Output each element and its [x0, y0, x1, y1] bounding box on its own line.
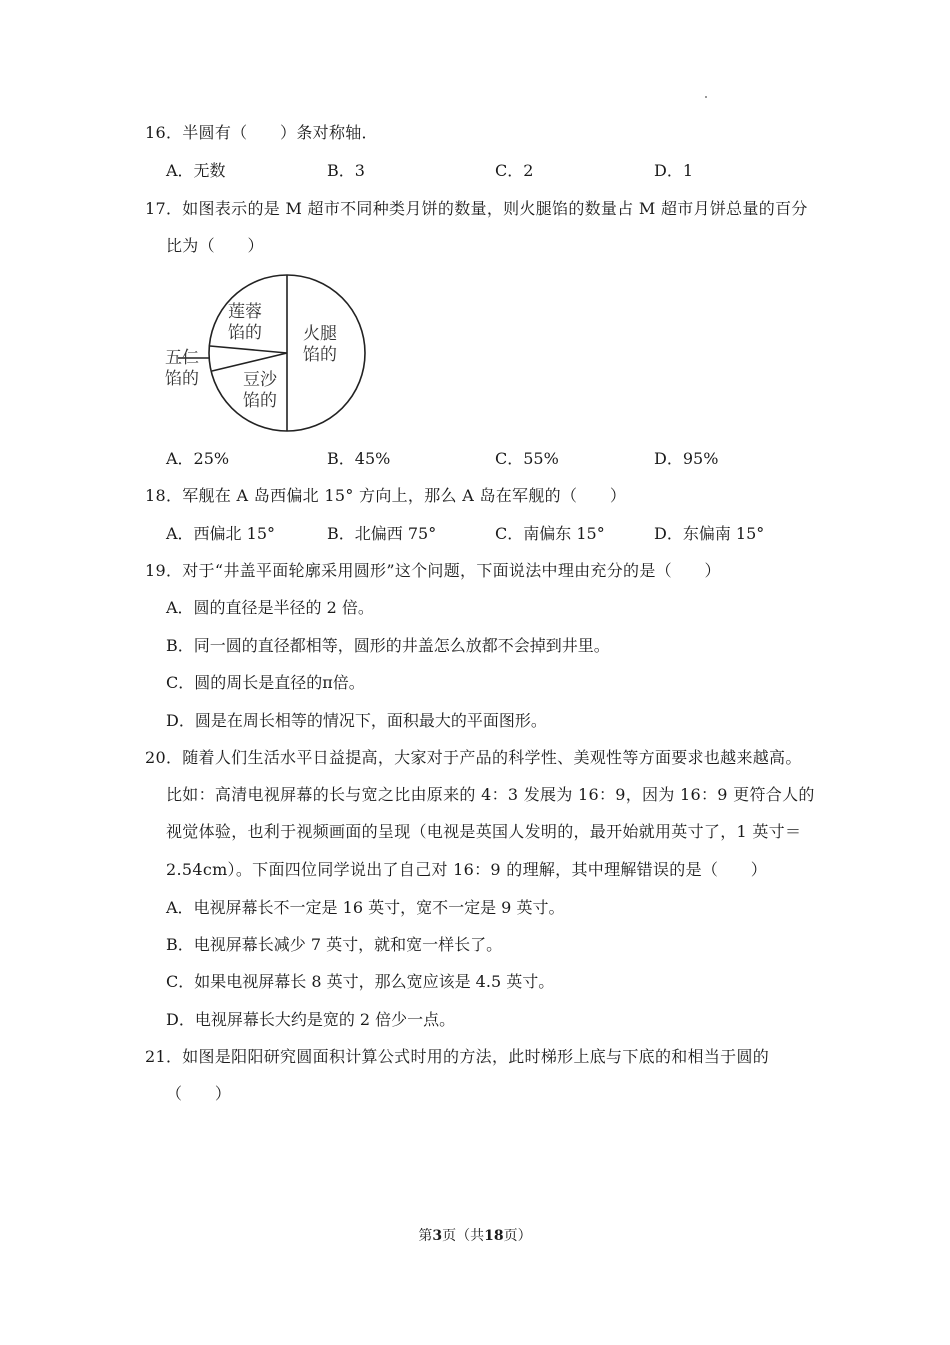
slice-label-lianrong-1: 莲蓉	[228, 302, 262, 322]
q17-option-a: A．25%	[166, 449, 230, 468]
question-20-text-line3: 视觉体验，也利于视频画面的呈现（电视是英国人发明的，最开始就用英寸了，1 英寸＝	[166, 822, 802, 841]
question-20-text-line2: 比如：高清电视屏幕的长与宽之比由原来的 4：3 发展为 16：9，因为 16：9 更符合人的	[166, 785, 815, 804]
q16-option-c: C．2	[495, 161, 534, 180]
scan-dot	[705, 96, 707, 98]
footer-page-number: 3	[432, 1228, 443, 1244]
q19-option-a: A．圆的直径是半径的 2 倍。	[166, 598, 374, 617]
divider-wuren-dousha	[212, 353, 287, 371]
question-21-text-line1: 21．如图是阳阳研究圆面积计算公式时用的方法，此时梯形上底与下底的和相当于圆的	[145, 1047, 770, 1066]
q18-option-c: C．南偏东 15°	[495, 524, 605, 543]
question-18-text: 18．军舰在 A 岛西偏北 15° 方向上，那么 A 岛在军舰的（ ）	[145, 486, 627, 505]
divider-lianrong-wuren	[210, 346, 287, 353]
question-17-text-line1: 17．如图表示的是 M 超市不同种类月饼的数量，则火腿馅的数量占 M 超市月饼总量的百分	[145, 199, 808, 218]
q18-option-b: B．北偏西 75°	[327, 524, 437, 543]
q17-option-d: D．95%	[654, 449, 719, 468]
footer-mid: 页（共	[442, 1228, 485, 1244]
question-20-text-line1: 20．随着人们生活水平日益提高，大家对于产品的科学性、美观性等方面要求也越来越高。	[145, 748, 802, 767]
pie-chart-figure	[160, 268, 370, 438]
q19-option-b: B．同一圆的直径都相等，圆形的井盖怎么放都不会掉到井里。	[166, 636, 610, 655]
slice-label-dousha-2: 馅的	[243, 391, 277, 411]
footer-prefix: 第	[418, 1228, 433, 1244]
footer-suffix: 页）	[503, 1228, 532, 1244]
slice-label-dousha-1: 豆沙	[243, 370, 277, 390]
q17-option-b: B．45%	[327, 449, 391, 468]
page-footer	[0, 1227, 950, 1245]
q20-option-a: A．电视屏幕长不一定是 16 英寸，宽不一定是 9 英寸。	[166, 898, 565, 917]
q17-option-c: C．55%	[495, 449, 559, 468]
q19-option-d: D．圆是在周长相等的情况下，面积最大的平面图形。	[166, 711, 547, 730]
q18-option-a: A．西偏北 15°	[166, 524, 276, 543]
q16-option-b: B．3	[327, 161, 365, 180]
slice-label-huotui-2: 馅的	[303, 345, 337, 365]
slice-label-wuren-2: 馅的	[165, 369, 199, 389]
footer-total-pages: 18	[484, 1228, 504, 1244]
question-20-text-line4: 2.54cm）。下面四位同学说出了自己对 16：9 的理解，其中理解错误的是（ ）	[166, 860, 768, 879]
question-19-text: 19．对于“井盖平面轮廓采用圆形”这个问题，下面说法中理由充分的是（ ）	[145, 561, 721, 580]
q18-option-d: D．东偏南 15°	[654, 524, 765, 543]
q20-option-d: D．电视屏幕长大约是宽的 2 倍少一点。	[166, 1010, 456, 1029]
q19-option-c: C．圆的周长是直径的π倍。	[166, 673, 365, 692]
slice-label-lianrong-2: 馅的	[228, 323, 262, 343]
question-16-text: 16．半圆有（ ）条对称轴．	[145, 123, 378, 142]
q16-option-d: D．1	[654, 161, 694, 180]
slice-label-huotui-1: 火腿	[303, 324, 337, 344]
q20-option-b: B．电视屏幕长减少 7 英寸，就和宽一样长了。	[166, 935, 503, 954]
question-17-text-line2: 比为（ ）	[166, 236, 264, 255]
slice-label-wuren-1: 五仁	[165, 348, 199, 368]
q20-option-c: C．如果电视屏幕长 8 英寸，那么宽应该是 4.5 英寸。	[166, 972, 555, 991]
q16-option-a: A．无数	[166, 161, 226, 180]
question-21-text-line2: （ ）	[166, 1084, 232, 1103]
